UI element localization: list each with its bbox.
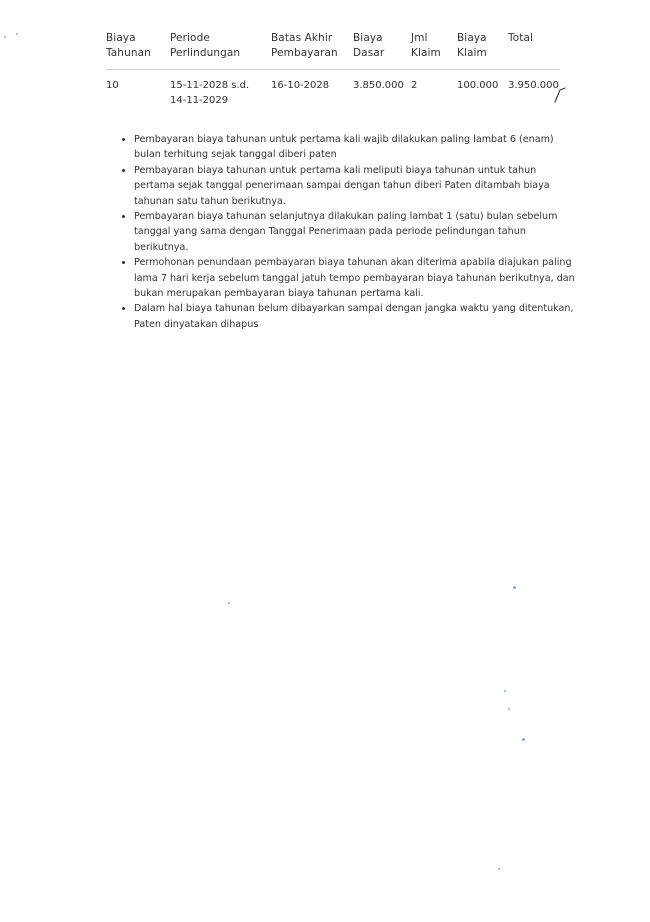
scan-speck [522, 738, 525, 741]
cell-batas-akhir: 16-10-2028 [271, 80, 330, 91]
scan-speck [16, 33, 18, 35]
cell-biaya-klaim: 100.000 [457, 80, 499, 91]
scan-speck [504, 690, 506, 692]
cell-periode: 15-11-2028 s.d. 14-11-2029 [170, 80, 250, 106]
list-item: • Permohonan penundaan pembayaran biaya tahunan akan diterima apabila diajukan paling lama 7 hari kerja sebelum tanggal jatuh tempo pembayaran biaya tahunan berikutnya, dan bukan merupakan pembayaran biaya tahunan pertama kali. [134, 255, 580, 301]
header-batas-akhir: Batas Akhir Pembayaran [271, 31, 353, 70]
scan-speck [228, 602, 230, 604]
header-jml-klaim: Jml Klaim [411, 31, 457, 70]
cell-biaya-tahunan: 10 [106, 80, 119, 91]
table-header-row [106, 31, 560, 70]
handwritten-tick-icon [553, 86, 567, 104]
annual-fee-table [106, 31, 560, 108]
cell-biaya-dasar: 3.850.000 [353, 80, 404, 91]
header-periode-perlindungan: Periode Perlindungan [170, 31, 271, 70]
payment-notes-list [118, 132, 580, 332]
scan-speck [508, 708, 510, 710]
scan-speck [4, 36, 6, 38]
header-total: Total [508, 31, 560, 70]
header-biaya-klaim: Biaya Klaim [457, 31, 508, 70]
list-item: • Dalam hal biaya tahunan belum dibayarkan sampai dengan jangka waktu yang ditentukan, Paten dinyatakan dihapus [134, 301, 580, 332]
scan-speck [498, 868, 500, 870]
list-item: • Pembayaran biaya tahunan untuk pertama kali meliputi biaya tahunan untuk tahun pertama sejak tanggal penerimaan sampai dengan tahun diberi Paten ditambah biaya tahunan satu tahun berikutnya. [134, 163, 580, 209]
scan-speck [513, 586, 516, 589]
table-row [106, 70, 560, 109]
list-item: • Pembayaran biaya tahunan selanjutnya dilakukan paling lambat 1 (satu) bulan sebelum tanggal yang sama dengan Tanggal Penerimaan pada periode pelindungan tahun berikutnya. [134, 209, 580, 255]
list-item: • Pembayaran biaya tahunan untuk pertama kali wajib dilakukan paling lambat 6 (enam) bulan terhitung sejak tanggal diberi paten [134, 132, 580, 163]
cell-total: 3.950.000 [508, 80, 559, 91]
cell-jml-klaim: 2 [411, 80, 418, 91]
header-biaya-dasar: Biaya Dasar [353, 31, 411, 70]
header-biaya-tahunan: Biaya Tahunan [106, 31, 170, 70]
